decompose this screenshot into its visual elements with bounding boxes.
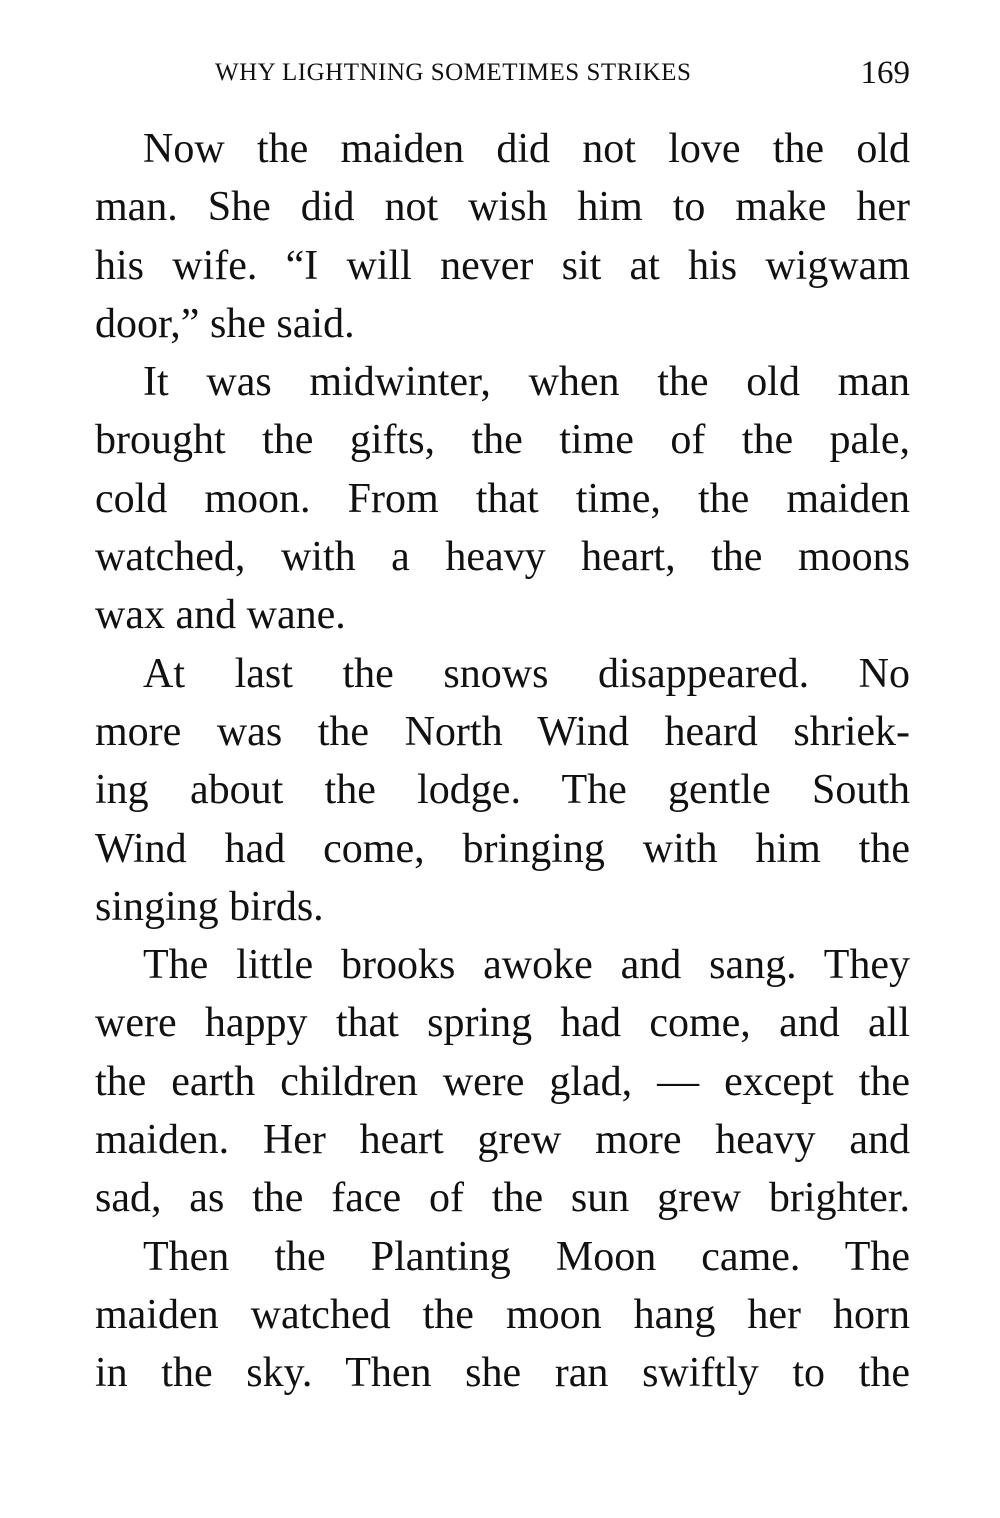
running-title: WHY LIGHTNING SOMETIMES STRIKES bbox=[215, 59, 692, 86]
text-line: the earth children were glad, — except the bbox=[95, 1058, 910, 1105]
text-line: The little brooks awoke and sang. They bbox=[143, 942, 910, 989]
text-line: Wind had come, bringing with him the bbox=[95, 825, 910, 872]
text-line: It was midwinter, when the old man bbox=[143, 359, 910, 406]
text-line: door,” she said. bbox=[95, 300, 355, 347]
paragraph bbox=[95, 1228, 910, 1403]
text-line: watched, with a heavy heart, the moons bbox=[95, 534, 910, 581]
text-line: At last the snows disappeared. No bbox=[143, 650, 910, 697]
text-line: Then the Planting Moon came. The bbox=[143, 1233, 910, 1280]
text-line: singing birds. bbox=[95, 883, 324, 930]
running-header bbox=[95, 56, 910, 96]
text-line: cold moon. From that time, the maiden bbox=[95, 475, 910, 522]
body-text bbox=[95, 120, 910, 1403]
text-line: more was the North Wind heard shriek- bbox=[95, 708, 910, 755]
page-number: 169 bbox=[860, 55, 910, 91]
text-line: maiden. Her heart grew more heavy and bbox=[95, 1117, 910, 1164]
paragraph bbox=[95, 353, 910, 644]
text-line: sad, as the face of the sun grew brighter. bbox=[95, 1175, 910, 1222]
text-line: brought the gifts, the time of the pale, bbox=[95, 417, 910, 464]
text-line: Now the maiden did not love the old bbox=[143, 126, 910, 172]
text-line: man. She did not wish him to make her bbox=[95, 184, 910, 231]
text-line: in the sky. Then she ran swiftly to the bbox=[95, 1350, 910, 1397]
paragraph bbox=[95, 120, 910, 353]
text-line: ing about the lodge. The gentle South bbox=[95, 767, 910, 814]
paragraph bbox=[95, 936, 910, 1227]
text-line: were happy that spring had come, and all bbox=[95, 1000, 910, 1047]
text-line: his wife. “I will never sit at his wigwam bbox=[95, 242, 910, 289]
text-line: wax and wane. bbox=[95, 592, 346, 639]
text-line: maiden watched the moon hang her horn bbox=[95, 1291, 910, 1338]
paragraph bbox=[95, 645, 910, 936]
